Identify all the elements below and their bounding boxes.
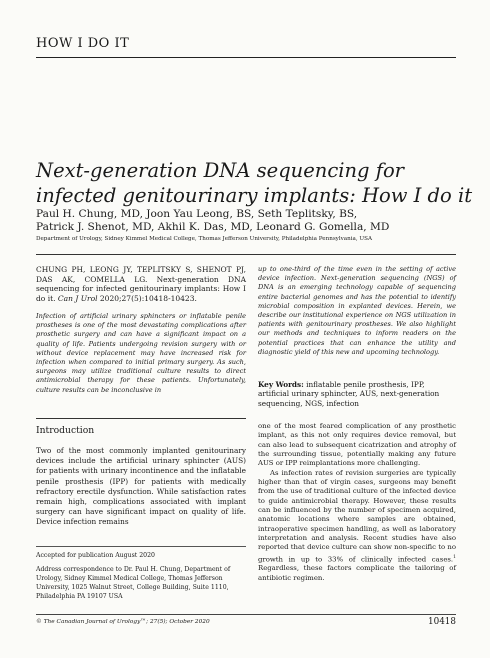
- reference-superscript: 1: [453, 554, 456, 560]
- keywords-label: Key Words:: [258, 380, 304, 389]
- authors-line-2: Patrick J. Shenot, MD, Akhil K. Das, MD, Leonard G. Gomella, MD: [36, 221, 390, 233]
- abstract-part-2: up to one-third of the time even in the setting of active device infection. Next-generation sequencing (NGS) of DNA is an emerging technology capable of sequencing entire bacterial genomes and has the potential to identify microbial composition in explanted devices. Herein, we describe our institutional experience on NGS utilization in patients with genitourinary prostheses. We also highlight our methods and techniques to inform readers on the potential practices that can enhance the utility and diagnostic yield of this new and upcoming technology.: [258, 265, 456, 356]
- article-title: Next-generation DNA sequencing for infected genitourinary implants: How I do it: [36, 159, 473, 207]
- footer-rule: [36, 614, 456, 615]
- intro-paragraph-1: one of the most feared complication of any prosthetic implant, as this not only requires device removal, but can also lead to subsequent cicatrization and atrophy of the surrounding tissue, potentially making any future AUS or IPP reimplantations more challenging.: [258, 422, 456, 468]
- citation-ref: 2020;27(5):10418-10423.: [97, 293, 197, 303]
- intro-heading: Introduction: [36, 425, 95, 436]
- notes-rule: [36, 546, 246, 547]
- citation-authors: CHUNG PH, LEONG JY, TEPLITSKY S, SHENOT PJ, DAS AK, COMELLA LG. Next-generation DNA sequencing for infected genitourinary implants: How I do it.: [36, 265, 246, 303]
- intro-paragraph-2-end: Regardless, these factors complicate the tailoring of antibiotic regimen.: [258, 564, 456, 582]
- citation-journal: Can J Urol: [57, 293, 98, 303]
- citation: [36, 265, 246, 303]
- intro-paragraph-2: [258, 469, 456, 583]
- intro-rule: [36, 418, 246, 419]
- accepted-note: Accepted for publication August 2020: [36, 552, 155, 559]
- intro-paragraph-2-text: As infection rates of revision surgeries are typically higher than that of virgin cases, surgeons may benefit from the use of traditional culture of the infected device to guide antimicrobial therapy. However, these results can be influenced by the number of specimen acquired, anatomic locations where samples are obtained, intraoperative specimen handling, as well as laboratory interpretation and analysis. Recent studies have also reported that device culture can show non-specific to no growth in up to 33% of clinically infected cases.: [258, 468, 456, 564]
- footer-journal: © The Canadian Journal of Urology™; 27(5); October 2020: [36, 619, 210, 625]
- authors-line-1: Paul H. Chung, MD, Joon Yau Leong, BS, Seth Teplitsky, BS,: [36, 208, 358, 220]
- correspondence-address: Address correspondence to Dr. Paul H. Chung, Department of Urology, Sidney Kimmel Medical College, Thomas Jefferson University, 1025 Walnut Street, College Building, Suite 1110, Philadelphia PA 19107 USA: [36, 566, 231, 600]
- section-label: HOW I DO IT: [36, 36, 130, 51]
- keywords-list: inflatable penile prosthesis, IPP, artificial urinary sphincter, AUS, next-generation sequencing, NGS, infection: [258, 380, 440, 408]
- affiliation: Department of Urology, Sidney Kimmel Medical College, Thomas Jefferson University, Philadelphia Pennsylvania, USA: [36, 236, 372, 242]
- intro-body: Two of the most commonly implanted genitourinary devices include the artificial urinary sphincter (AUS) for patients with urinary incontinence and the inflatable penile prosthesis (IPP) for patients with medically refractory erectile dysfunction. While satisfaction rates remain high, complications associated with implant surgery can have significant impact on quality of life. Device infection remains: [36, 446, 246, 527]
- title-rule: [36, 254, 456, 255]
- author-list: [36, 208, 476, 234]
- page-number: 10418: [428, 617, 456, 627]
- abstract-part-1: Infection of artificial urinary sphincters or inflatable penile prostheses is one of the most devastating complications after prosthetic surgery and can have a significant impact on a quality of life. Patients undergoing revision surgery with or without device replacement may have increased risk for infection when compared to initial primary surgery. As such, surgeons may utilize traditional culture results to direct antimicrobial therapy for these patients. Unfortunately, culture results can be inconclusive in: [36, 312, 246, 394]
- intro-continued: [258, 422, 456, 583]
- header-rule: [36, 57, 456, 58]
- keywords: [258, 380, 456, 408]
